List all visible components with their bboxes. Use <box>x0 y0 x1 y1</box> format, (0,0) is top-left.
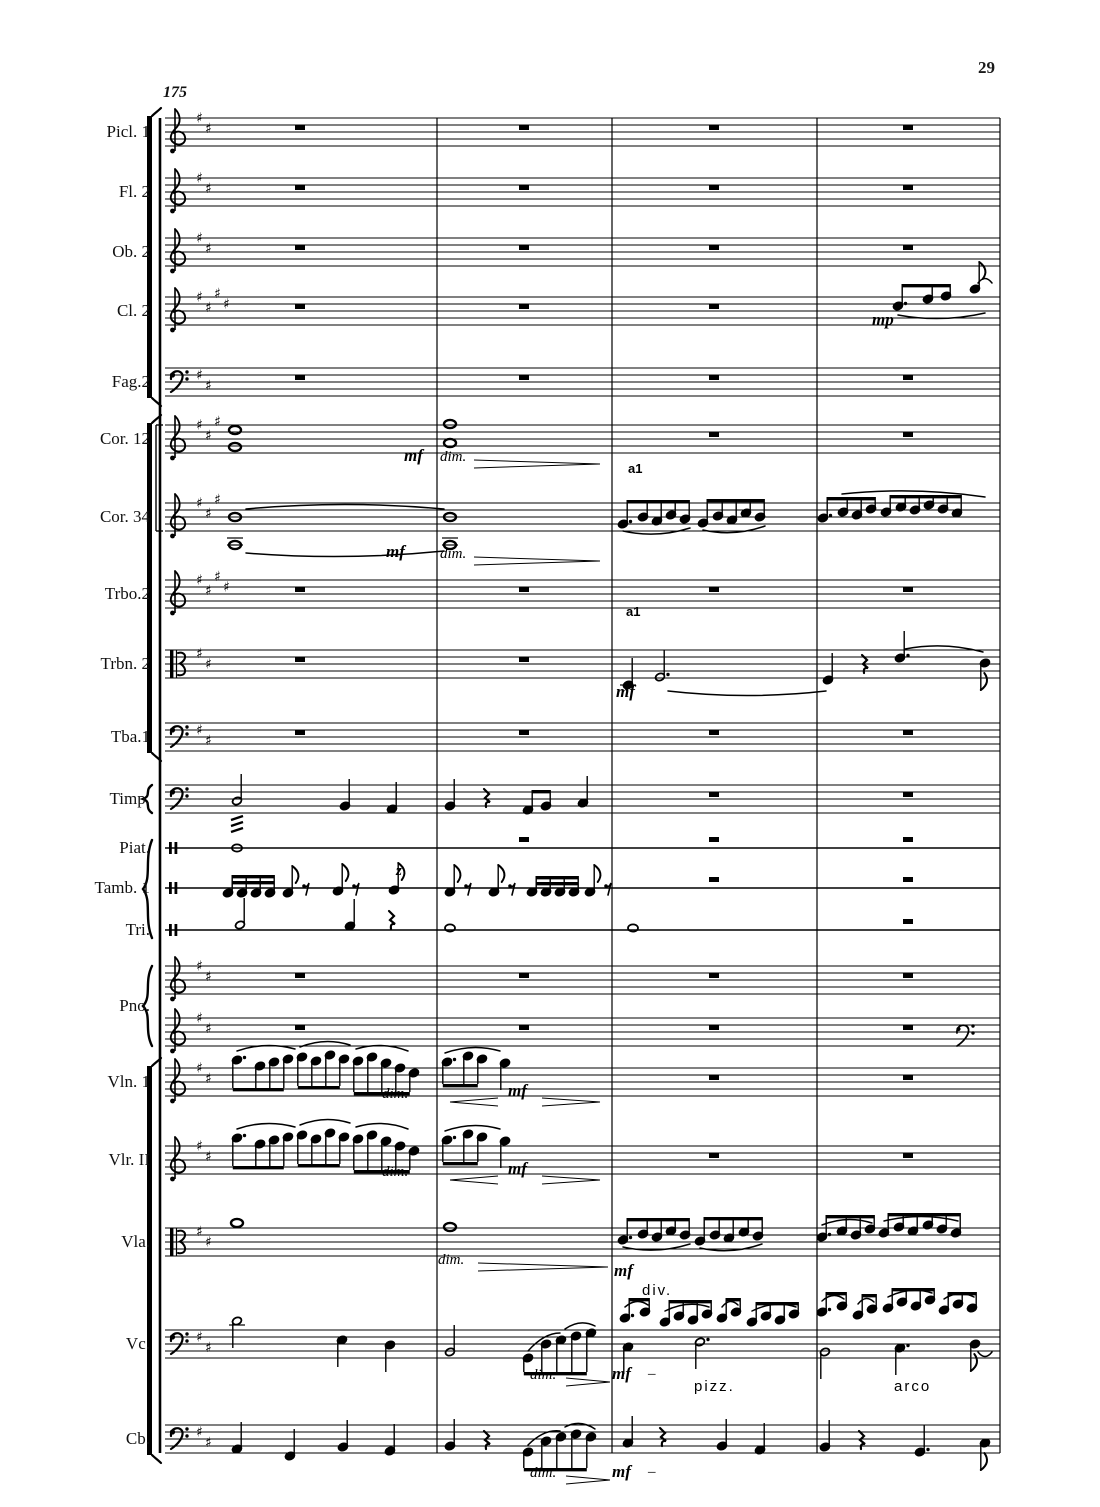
page-number: 29 <box>978 58 995 77</box>
svg-text:♯: ♯ <box>205 300 212 316</box>
instrument-label-vln1: Vln. 1 <box>107 1072 150 1091</box>
expression-text: dim. <box>530 1465 557 1481</box>
svg-text:♯: ♯ <box>214 286 221 302</box>
svg-text:♯: ♯ <box>205 428 212 444</box>
svg-text:♯: ♯ <box>196 495 203 512</box>
svg-text:♯: ♯ <box>196 367 203 384</box>
instrument-label-trbn2: Trbn. 2 <box>100 654 150 673</box>
instrument-label-picl1: Picl. 1 <box>106 122 150 141</box>
expression-text: div. <box>642 1282 673 1299</box>
svg-text:♯: ♯ <box>205 1340 212 1356</box>
instrument-label-vln2: Vlr. II <box>108 1150 150 1169</box>
instrument-label-tri: Tri. <box>125 920 150 939</box>
expression-text: dim. <box>382 1086 409 1102</box>
instrument-label-fl2: Fl. 2 <box>118 182 150 201</box>
svg-text:♯: ♯ <box>196 646 203 662</box>
measure-number: 175 <box>163 84 187 101</box>
svg-text:♯: ♯ <box>196 1329 203 1346</box>
instrument-label-pno1: Pno. <box>119 996 150 1015</box>
dynamic-marking: mf <box>508 1081 527 1100</box>
instrument-label-tamb: Tamb. 1 <box>94 878 150 897</box>
svg-text:♯: ♯ <box>196 958 203 975</box>
instrument-label-cor12: Cor. 12 <box>99 429 150 448</box>
svg-text:♯: ♯ <box>214 569 221 585</box>
expression-text: z <box>396 863 402 879</box>
dynamic-marking: mf <box>508 1159 527 1178</box>
svg-text:♯: ♯ <box>205 121 212 137</box>
dynamic-marking: mf <box>404 446 423 465</box>
svg-text:♯: ♯ <box>205 969 212 985</box>
svg-text:♯: ♯ <box>196 110 203 127</box>
instrument-label-ob2: Ob. 2 <box>112 242 150 261</box>
instrument-label-cor34: Cor. 34 <box>99 507 150 526</box>
instrument-label-vc: Vc. <box>125 1334 150 1353</box>
svg-text:♯: ♯ <box>196 1224 203 1240</box>
svg-text:♯: ♯ <box>205 378 212 394</box>
svg-text:♯: ♯ <box>205 1234 212 1251</box>
svg-text:♯: ♯ <box>205 1435 212 1451</box>
expression-text: pizz. <box>694 1378 735 1395</box>
expression-text: dim. <box>440 546 467 562</box>
instrument-label-timp: Timp. <box>109 789 150 808</box>
svg-text:♯: ♯ <box>223 296 230 313</box>
svg-text:♯: ♯ <box>205 1071 212 1087</box>
svg-text:♯: ♯ <box>205 506 212 522</box>
instrument-label-cb: Cb. <box>125 1429 150 1448</box>
instrument-label-trbo2: Trbo.2 <box>104 584 150 603</box>
svg-text:♯: ♯ <box>196 230 203 247</box>
svg-text:♯: ♯ <box>196 289 203 306</box>
instrument-label-piat: Piat. <box>119 838 150 857</box>
svg-text:♯: ♯ <box>205 583 212 599</box>
dynamic-marking: mf <box>616 682 635 701</box>
svg-text:♯: ♯ <box>214 414 221 430</box>
svg-text:♯: ♯ <box>196 1010 203 1027</box>
svg-text:♯: ♯ <box>196 417 203 434</box>
instrument-label-tba1: Tba.1 <box>110 727 150 746</box>
svg-text:♯: ♯ <box>223 579 230 596</box>
expression-text: dim. <box>438 1252 465 1268</box>
instrument-label-cl2: Cl. 2 <box>116 301 150 320</box>
svg-text:♯: ♯ <box>205 1149 212 1165</box>
svg-text:♯: ♯ <box>196 722 203 739</box>
dynamic-marking: mp <box>872 310 894 329</box>
svg-text:♯: ♯ <box>205 1021 212 1037</box>
expression-text: dim. <box>440 449 467 465</box>
expression-text: – <box>648 1464 656 1480</box>
svg-text:♯: ♯ <box>196 1424 203 1441</box>
svg-text:♯: ♯ <box>196 1138 203 1155</box>
expression-text: dim. <box>530 1367 557 1383</box>
svg-text:♯: ♯ <box>205 733 212 749</box>
expression-text: a1 <box>628 461 643 476</box>
expression-text: a1 <box>626 604 641 619</box>
svg-text:♯: ♯ <box>205 656 212 673</box>
dynamic-marking: mf <box>612 1364 631 1383</box>
svg-text:♯: ♯ <box>196 1060 203 1077</box>
expression-text: – <box>648 1366 656 1382</box>
instrument-label-vla: Vla. <box>121 1232 150 1251</box>
svg-text:♯: ♯ <box>196 170 203 187</box>
svg-text:♯: ♯ <box>205 241 212 257</box>
dynamic-marking: mf <box>614 1261 633 1280</box>
dynamic-marking: mf <box>386 542 405 561</box>
svg-text:♯: ♯ <box>196 572 203 589</box>
instrument-label-fag2: Fag.2 <box>111 372 150 391</box>
svg-text:♯: ♯ <box>214 492 221 508</box>
expression-text: arco <box>894 1378 932 1395</box>
dynamic-marking: mf <box>612 1462 631 1481</box>
svg-text:♯: ♯ <box>205 181 212 197</box>
expression-text: dim. <box>382 1164 409 1180</box>
